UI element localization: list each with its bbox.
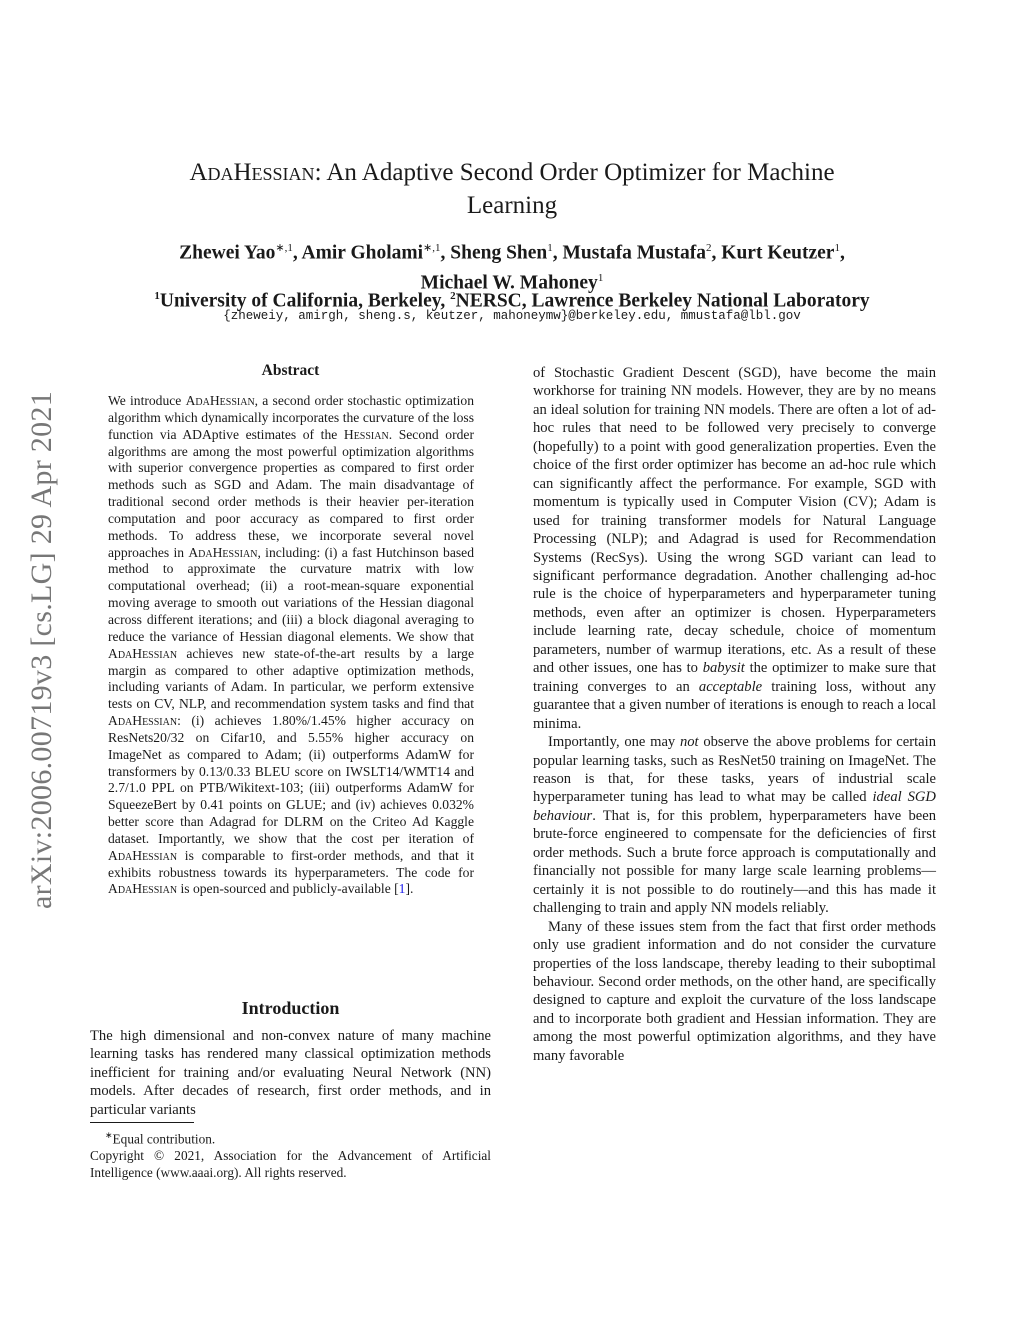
affiliation-2: NERSC, Lawrence Berkeley National Laboratory	[455, 290, 870, 312]
affiliation-marker: 1	[154, 290, 160, 302]
method-name: AdaHessian	[108, 645, 178, 661]
abstract-text: achieves new state-of-the-art results by a large margin as compared to other adaptive optimization methods, including variants of Adam. In particular, we perform extensive tests on CV, NLP, and recommendation system tasks and find that	[108, 645, 474, 712]
abstract-body	[108, 393, 474, 898]
paragraph	[533, 364, 936, 733]
author-marker: 2	[706, 242, 712, 254]
abstract-heading: Abstract	[261, 362, 320, 379]
author-name: , Sheng Shen	[440, 242, 548, 264]
footnote-equal-contribution: Equal contribution.	[112, 1131, 216, 1147]
author-marker: 1	[547, 242, 553, 254]
author-name: , Amir Gholami	[292, 242, 424, 264]
copyright-notice: Copyright © 2021, Association for the Advancement of Artificial Intelligence (www.aaai.org). All rights reserved.	[90, 1148, 491, 1181]
abstract-text: : (i) achieves 1.80%/1.45% higher accuracy on ResNets20/32 on Cifar10, and 5.55% higher accuracy on ImageNet as compared to Adam; (ii) outperforms AdamW for transformers by 0.13/0.33 BLEU score on IWSLT14/WMT14 and 2.7/1.0 PPL on PTB/Wikitext-103; (iii) outperforms AdamW for SqueezeBert by 0.41 points on GLUE; and (iv) achieves 0.032% better score than Adagrad for DLRM on the Criteo Ad Kaggle dataset. Importantly, we show that the cost per iteration of	[108, 713, 474, 846]
text: observe the above problems for certain popular learning tasks, such as ResNet50 training on ImageNet. The reason is that, for these tasks, years of industrial scale hyperparameter tuning has lead to what may be called	[533, 734, 936, 806]
emphasis: not	[679, 734, 699, 751]
footnote	[90, 1127, 491, 1181]
paper-title	[100, 156, 924, 222]
footnote-rule	[90, 1122, 194, 1123]
emphasis: ideal SGD behaviour	[533, 789, 936, 824]
abstract-text: . Second order algorithms are among the most powerful optimization algorithms with superior convergence properties as compared to first order methods such as SGD and Adam. The main disadvantage of traditional second order methods is their heavier per-iteration computation and poor accuracy as compared to first order methods. To address these, we incorporate several novel approaches in	[108, 426, 474, 560]
abstract-text: is open-sourced and publicly-available [	[177, 881, 399, 897]
title-method-name: AdaHessian	[189, 159, 315, 186]
title-line2: Learning	[466, 192, 558, 219]
method-name: AdaHessian	[108, 713, 178, 729]
abstract-text: We introduce	[108, 393, 186, 408]
hessian-term: Hessian	[343, 426, 389, 442]
author-marker: ∗,1	[423, 242, 441, 254]
text: the optimizer to make sure that training converges to an	[533, 660, 936, 695]
author-marker: ∗,1	[275, 242, 293, 254]
abstract-text: ].	[405, 881, 414, 897]
abstract-text: is comparable to first-order methods, and that it exhibits robustness towards its hyperparameters. The code for	[108, 847, 474, 880]
method-name: AdaHessian	[108, 881, 178, 897]
method-name: AdaHessian	[108, 847, 178, 863]
abstract-text: , including: (i) a fast Hutchinson based method to approximate the curvature matrix with low computational overhead; (ii) a root-mean-square exponential moving average to smooth out variations of the Hessian diagonal across different iterations; and (iii) a block diagonal averaging to reduce the variance of Hessian diagonal elements. We show that	[108, 544, 474, 644]
introduction-body	[90, 1027, 491, 1119]
affiliation-marker: 2	[450, 290, 456, 302]
author-emails: {zheweiy, amirgh, sheng.s, keutzer, mahoneymw}@berkeley.edu, mmustafa@lbl.gov	[223, 309, 801, 323]
author-name: Michael W. Mahoney	[420, 272, 598, 293]
arxiv-id: arXiv:2006.00719v3 [cs.LG] 29 Apr 2021	[25, 390, 58, 910]
emphasis: acceptable	[698, 678, 763, 695]
right-column	[533, 364, 936, 1065]
emphasis: babysit	[702, 660, 745, 677]
text: Importantly, one may	[548, 734, 680, 751]
author-separator: ,	[839, 242, 845, 264]
title-line1: : An Adaptive Second Order Optimizer for Machine	[314, 159, 835, 186]
method-name: AdaHessian	[185, 393, 255, 408]
author-marker: 1	[834, 242, 840, 254]
text: of Stochastic Gradient Descent (SGD), have become the main workhorse for training NN models. However, they are by no means an ideal solution for training NN models. There are often a lot of ad-hoc rules that need to be followed very precisely to converge (hopefully) to a point with good generalization properties. Even the choice of the first order optimizer has become an ad-hoc rule which can significantly affect the performance. For example, SGD with momentum is typically used in Computer Vision (CV); Adam is used for training transformer models for Natural Language Processing (NLP); and Adagrad is used for Recommendation Systems (RecSys). Using the wrong SGD variant can lead to significant performance degradation. Another challenging ad-hoc rule is the choice of hyperparameters and hyperparameter tuning methods, even after an optimizer is chosen. Hyperparameters include learning rate, decay schedule, choice of momentum parameters, number of warmup iterations, etc. As a result of these and other issues, one has to	[533, 365, 936, 677]
author-name: Zhewei Yao	[179, 242, 276, 264]
footnote-marker: ∗	[105, 1130, 113, 1140]
text: training loss, without any guarantee that a given number of iterations is enough to reach a local minima.	[533, 678, 936, 732]
author-name: , Kurt Keutzer	[711, 242, 835, 264]
affiliation-1: University of California, Berkeley,	[159, 290, 451, 312]
text: . That is, for this problem, hyperparameters have been brute-force engineered to compensate for the deficiencies of first order methods. Such a brute force approach is computationally and financially not possible for many large scale learning problems—certainly it is not possible to do routinely—and this has made it challenging to train and apply NN models reliably.	[533, 807, 936, 917]
author-name: , Mustafa Mustafa	[552, 242, 707, 264]
arxiv-stamp	[20, 360, 64, 940]
paragraph	[533, 733, 936, 918]
abstract-text: , a second order stochastic optimization algorithm which dynamically incorporates the curvature of the loss function via ADAptive estimates of the	[108, 393, 474, 442]
paragraph: Many of these issues stem from the fact that first order methods only use gradient information and do not consider the curvature properties of the loss landscape, thereby leading to their suboptimal behaviour. Second order methods, on the other hand, are specifically designed to capture and exploit the curvature of the loss landscape and to incorporate both gradient and Hessian information. They are among the most powerful optimization algorithms, and they have many favorable	[533, 918, 936, 1064]
introduction-heading: Introduction	[241, 998, 340, 1018]
author-marker: 1	[597, 271, 604, 284]
method-name: AdaHessian	[188, 544, 258, 560]
paragraph: The high dimensional and non-convex nature of many machine learning tasks has rendered many classical optimization methods inefficient for training and/or evaluating Neural Network (NN) models. After decades of research, first order methods, and in particular variants	[90, 1028, 491, 1118]
citation-link[interactable]: 1	[398, 881, 406, 897]
